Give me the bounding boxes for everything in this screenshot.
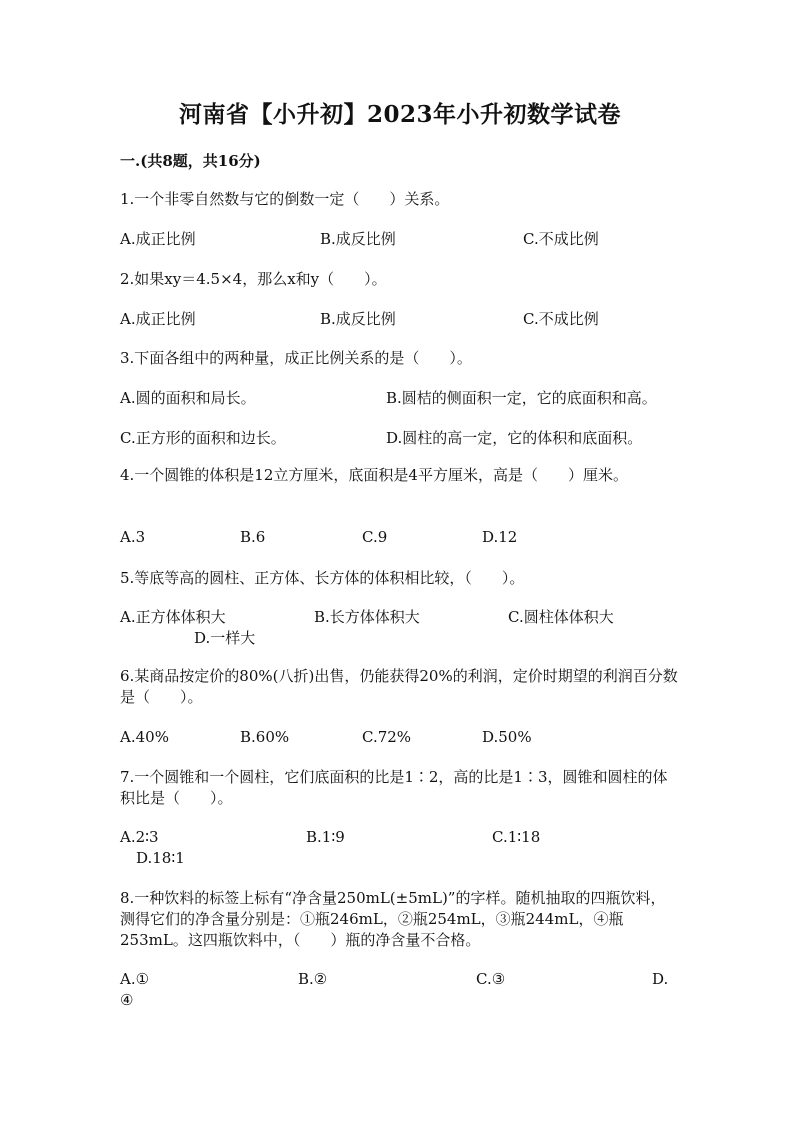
section-heading: 一.(共8题，共16分) [120,152,261,170]
page-title: 河南省【小升初】2023年小升初数学试卷 [178,101,621,128]
q8-option-c[interactable]: C.③ [476,970,506,988]
q1-option-c[interactable]: C.不成比例 [523,230,599,248]
q4-option-d[interactable]: D.12 [482,528,518,546]
question-6-stem: 6.某商品按定价的80%(八折)出售，仍能获得20%的利润，定价时期望的利润百分数是（ ）。 [120,667,678,706]
question-4-stem: 4.一个圆锥的体积是12立方厘米，底面积是4平方厘米，高是（ ）厘米。 [120,466,628,484]
q3-option-c[interactable]: C.正方形的面积和边长。 [120,429,286,447]
q8-option-d[interactable]: D. [652,970,669,988]
q3-option-d[interactable]: D.圆柱的高一定，它的体积和底面积。 [386,429,643,447]
q3-option-a[interactable]: A.圆的面积和局长。 [120,389,256,407]
q8-option-a[interactable]: A.① [120,970,150,988]
question-2-stem: 2.如果xy＝4.5×4，那么x和y（ ）。 [120,270,387,288]
q2-option-a[interactable]: A.成正比例 [120,310,196,328]
q4-option-c[interactable]: C.9 [362,528,388,546]
q2-option-b[interactable]: B.成反比例 [320,310,396,328]
q5-option-b[interactable]: B.长方体体积大 [314,608,420,626]
q5-option-a[interactable]: A.正方体体积大 [120,608,226,626]
q6-option-b[interactable]: B.60% [240,728,290,746]
q7-option-b[interactable]: B.1∶9 [306,828,345,846]
question-5-stem: 5.等底等高的圆柱、正方体、长方体的体积相比较，（ ）。 [120,569,525,587]
q8-option-d-continued[interactable]: ④ [120,991,134,1009]
q7-option-d[interactable]: D.18∶1 [136,849,185,867]
q6-option-d[interactable]: D.50% [482,728,532,746]
q3-option-b[interactable]: B.圆桔的侧面积一定，它的底面积和高。 [386,389,657,407]
question-3-stem: 3.下面各组中的两种量，成正比例关系的是（ ）。 [120,349,472,367]
q5-option-c[interactable]: C.圆柱体体积大 [508,608,614,626]
q1-option-a[interactable]: A.成正比例 [120,230,196,248]
q8-option-b[interactable]: B.② [298,970,328,988]
q2-option-c[interactable]: C.不成比例 [523,310,599,328]
q7-option-c[interactable]: C.1∶18 [492,828,541,846]
q5-option-d[interactable]: D.一样大 [194,629,256,647]
q6-option-c[interactable]: C.72% [362,728,412,746]
q1-option-b[interactable]: B.成反比例 [320,230,396,248]
q6-option-a[interactable]: A.40% [120,728,169,746]
q7-option-a[interactable]: A.2∶3 [120,828,159,846]
q4-option-a[interactable]: A.3 [120,528,146,546]
question-8-stem: 8.一种饮料的标签上标有“净含量250mL(±5mL)”的字样。随机抽取的四瓶饮料，测得它们的净含量分别是：①瓶246mL，②瓶254mL，③瓶244mL，④瓶253mL。这四瓶饮料中，（ ）瓶的净含量不合格。 [120,889,666,949]
question-1-stem: 1.一个非零自然数与它的倒数一定（ ）关系。 [120,190,450,208]
q4-option-b[interactable]: B.6 [240,528,266,546]
question-7-stem: 7.一个圆锥和一个圆柱，它们底面积的比是1∶2，高的比是1∶3，圆锥和圆柱的体积比是（ ）。 [120,768,668,807]
